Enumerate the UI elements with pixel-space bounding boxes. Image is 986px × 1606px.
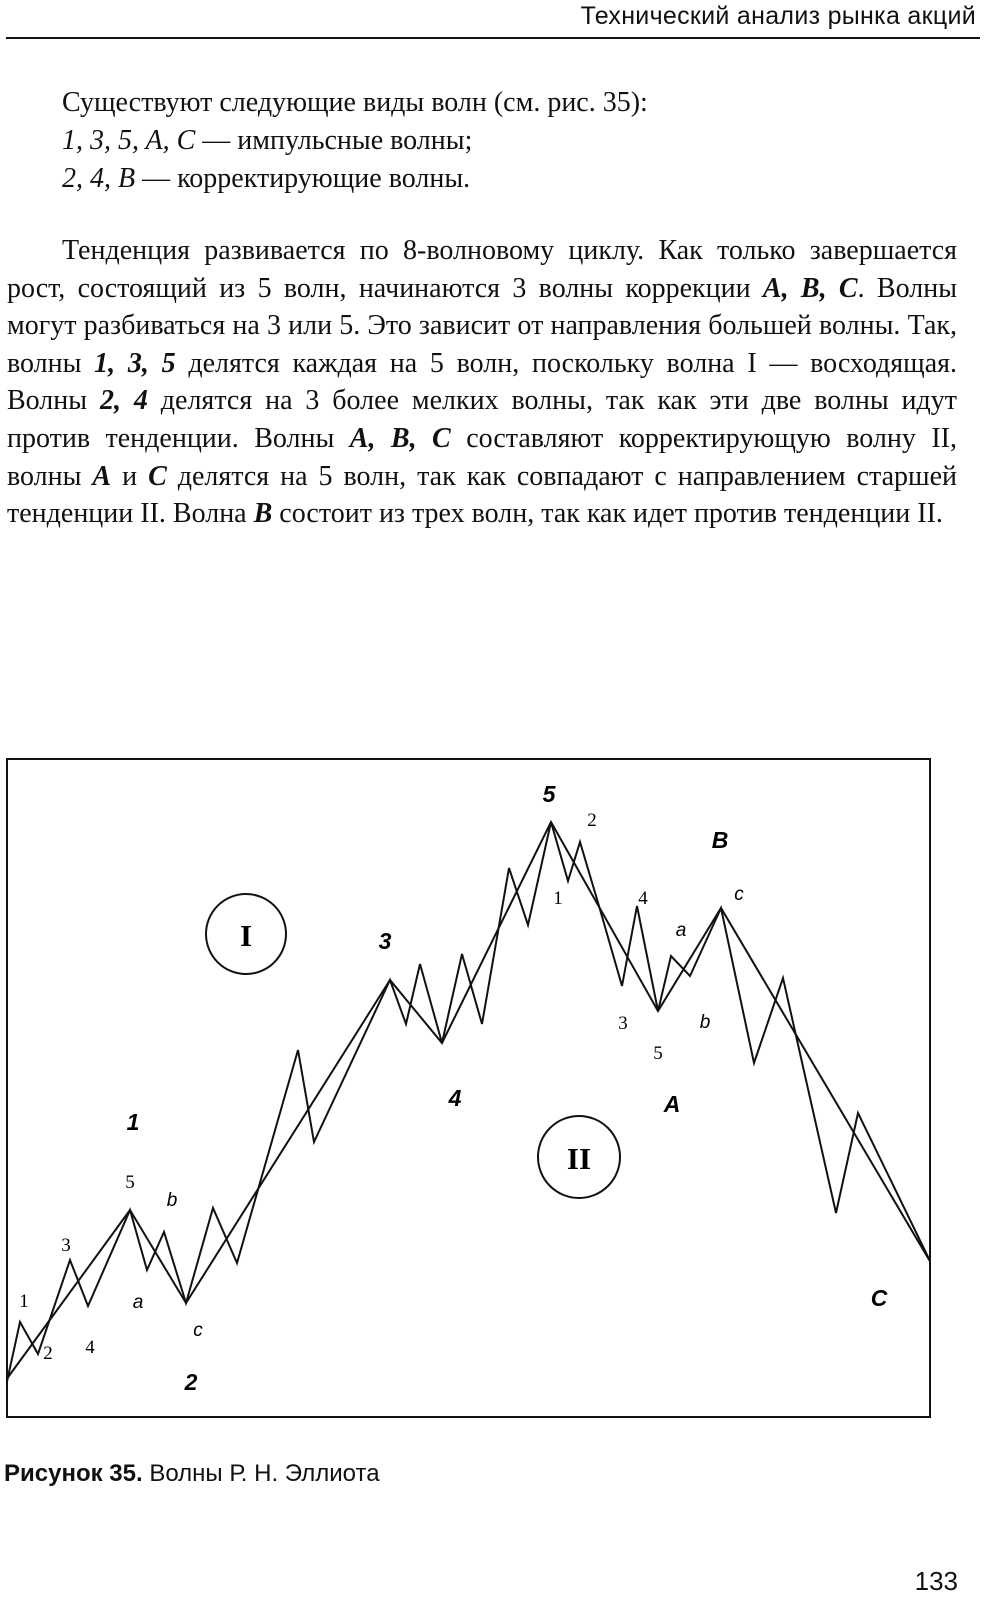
caption-number: Рисунок 35. (4, 1460, 143, 1487)
minor-wave-label: 4 (638, 888, 648, 909)
major-wave-label: B (711, 827, 729, 853)
minor-wave-label: c (734, 884, 744, 905)
minor-wave-label: 3 (618, 1013, 628, 1034)
paragraph-text: делятся каждая на 5 волн, поскольку волна I — восходящая. Волны (7, 347, 958, 417)
major-wave-label: 5 (542, 781, 556, 807)
minor-wave-label: 5 (125, 1172, 135, 1193)
elliott-wave-figure (6, 758, 931, 1418)
elliott-wave-diagram (6, 758, 931, 1418)
impulse-description: — импульсные волны; (195, 125, 473, 156)
paragraph-wave-names: 2, 4 (99, 385, 148, 417)
major-wave-label: 4 (448, 1085, 462, 1111)
body-paragraph (7, 232, 957, 533)
major-wave-label: 2 (184, 1369, 198, 1395)
minor-wave-label: c (193, 1320, 203, 1341)
minor-wave-label: b (699, 1012, 711, 1033)
paragraph-text: составляют корректирующую волну II, волны (7, 422, 957, 492)
major-wave-label: C (870, 1285, 888, 1311)
wave-II-label: II (566, 1141, 592, 1176)
running-head: Технический анализ рынка акций (580, 2, 976, 30)
caption-text: Волны Р. Н. Эллиота (142, 1460, 380, 1487)
wave-types-list (62, 84, 962, 198)
main-wave-line (6, 822, 931, 1380)
list-item-corrective (62, 160, 962, 198)
corrective-description: — корректирующие волны. (135, 163, 471, 194)
paragraph-text: делятся на 3 более мелких волны, так как эти две волны идут против тенденции. Волны (7, 385, 958, 454)
major-wave-label: 3 (378, 928, 392, 954)
paragraph-text: состоит из трех волн, так как идет против тенденции II. (272, 498, 943, 530)
paragraph-wave-names: A, B, C (762, 272, 858, 304)
paragraph-wave-names: 1, 3, 5 (94, 347, 176, 379)
sub-wave-line (6, 822, 931, 1386)
page-number: 133 (914, 1566, 958, 1596)
major-wave-label: A (663, 1091, 681, 1117)
paragraph-text: Тенденция развивается по 8-волновому циклу. Как только завершается рост, состоящий из 5 волн, начинаются 3 волны коррекции (7, 235, 957, 304)
header-rule (6, 37, 980, 39)
paragraph-text: и (111, 460, 149, 492)
minor-wave-label: 2 (587, 810, 597, 831)
corrective-wave-names: 2, 4, B (62, 163, 136, 194)
minor-wave-label: 4 (85, 1337, 95, 1358)
minor-wave-label: a (132, 1292, 144, 1313)
minor-wave-label: b (166, 1190, 178, 1211)
minor-wave-label: 5 (653, 1043, 663, 1064)
paragraph-text: . Волны могут разбиваться на 3 или 5. Это зависит от направления большей волны. Так, волны (7, 272, 958, 379)
list-item-impulse (62, 122, 962, 160)
minor-wave-label: 3 (61, 1235, 71, 1256)
paragraph-wave-name: A (92, 460, 112, 492)
major-wave-label: 1 (126, 1109, 140, 1135)
list-intro: Существуют следующие виды волн (см. рис. 35): (62, 87, 648, 118)
paragraph-text: делятся на 5 волн, так как совпадают с направлением старшей тенденции II. Волна (7, 460, 958, 530)
minor-wave-label: 1 (19, 1291, 29, 1312)
wave-I-label: I (239, 918, 253, 953)
paragraph-wave-names: A, B, C (349, 422, 451, 454)
impulse-wave-names: 1, 3, 5, A, C (62, 125, 196, 156)
figure-border (7, 759, 930, 1417)
figure-caption (4, 1460, 380, 1488)
minor-wave-label: 1 (553, 888, 563, 909)
minor-wave-label: a (675, 920, 687, 941)
paragraph-wave-name: C (148, 460, 167, 492)
paragraph-wave-name: B (253, 498, 273, 530)
minor-wave-label: 2 (43, 1343, 53, 1364)
